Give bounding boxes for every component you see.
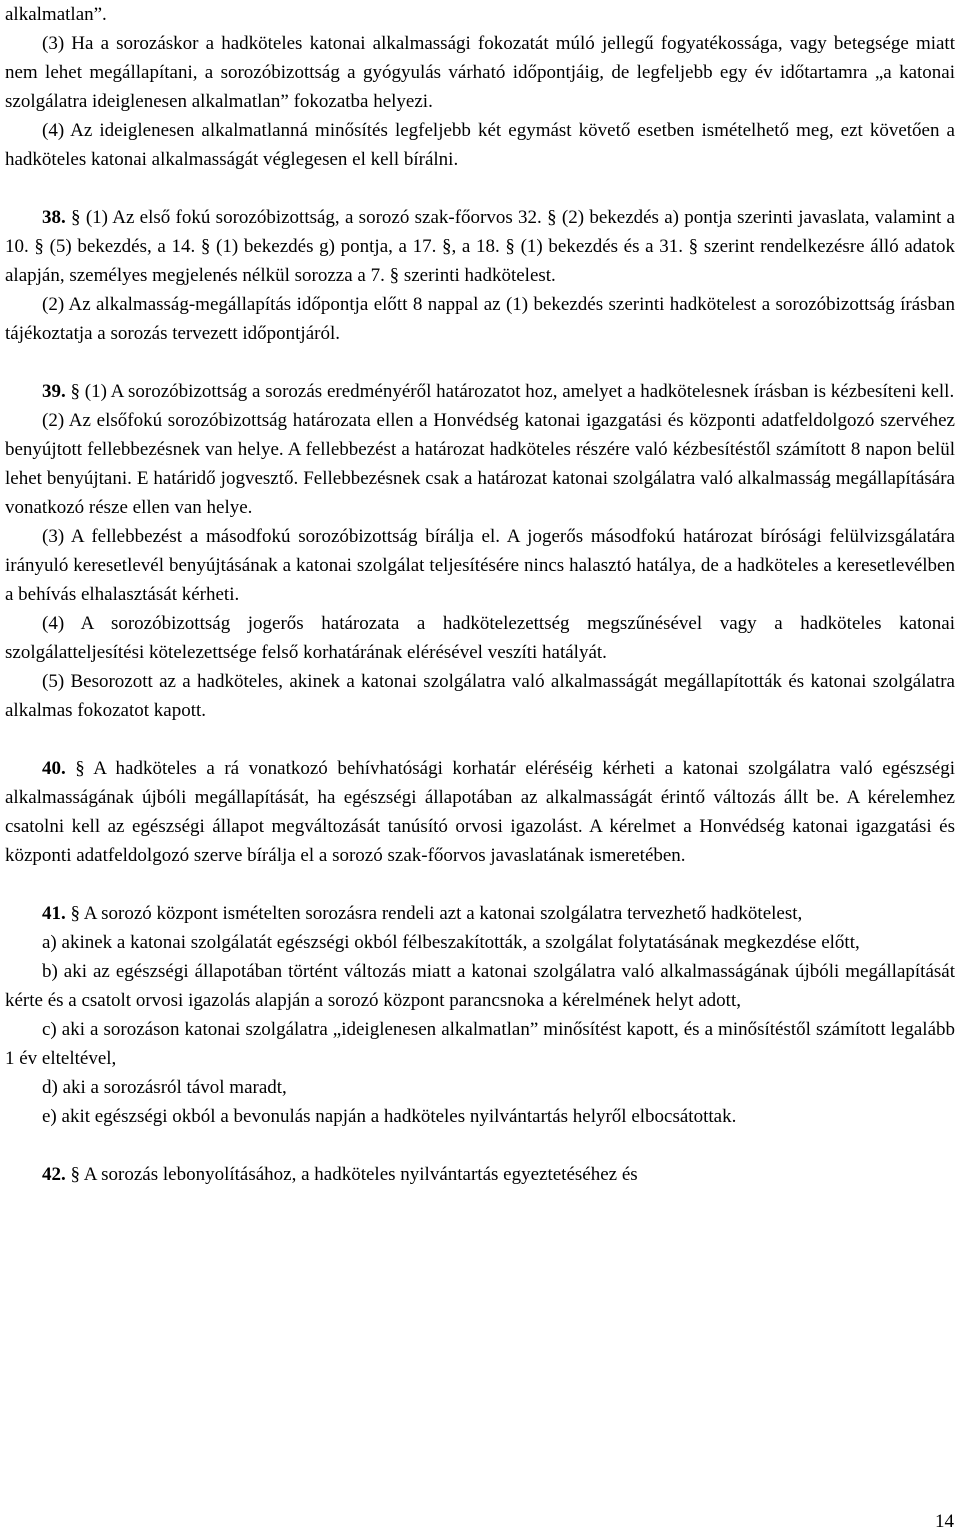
section-40: 40. § A hadköteles a rá vonatkozó behívhatósági korhatár eléréséig kérheti a katonai szolgálatra való egészségi alkalmasságának újbóli megállapítását, ha egészségi állapotában az alkalmasságát érintő változás állt be. A kérelemhez csatolni kell az egészségi állapot megváltozását tanúsító orvosi igazolást. A kérelmet a Honvédség katonai igazgatási és központi adatfeldolgozó szerve bírálja el a sorozó szak-főorvos javaslatának ismeretében. — [5, 758, 955, 866]
section-41-point-e: e) akit egészségi okból a bevonulás napján a hadköteles nyilvántartás helyről elbocsátottak. — [42, 1106, 737, 1127]
section-number: 42. — [42, 1164, 66, 1185]
section-38-2: (2) Az alkalmasság-megállapítás időpontja előtt 8 nappal az (1) bekezdés szerinti hadkötelest a sorozóbizottság írásban tájékoztatja a sorozás tervezett időpontjáról. — [5, 294, 955, 344]
section-38-1: 38. § (1) Az első fokú sorozóbizottság, a sorozó szak-főorvos 32. § (2) bekezdés a) pontja szerinti javaslata, valamint a 10. § (5) bekezdés, a 14. § (1) bekezdés g) pontja, a 17. §, a 18. § (1) bekezdés és a 31. § szerint rendelkezésre álló adatok alapján, személyes megjelenés nélkül sorozza a 7. § szerinti hadkötelest. — [5, 207, 955, 286]
section-41-point-c: c) aki a sorozáson katonai szolgálatra „ideiglenesen alkalmatlan” minősítést kapott, és a minősítéstől számított legalább 1 év elteltével, — [5, 1019, 955, 1069]
section-39-3: (3) A fellebbezést a másodfokú sorozóbizottság bírálja el. A jogerős másodfokú határozat bírósági felülvizsgálatára irányuló keresetlevél benyújtásának a katonai szolgálat teljesítésére nincs halasztó hatálya, de a hadköteles a keresetlevélben a behívás elhalasztását kérheti. — [5, 526, 955, 605]
section-39-4: (4) A sorozóbizottság jogerős határozata a hadkötelezettség megszűnésével vagy a hadköteles katonai szolgálatteljesítési kötelezettsége felső korhatárának elérésével veszíti hatályát. — [5, 613, 955, 663]
section-39-5: (5) Besorozott az a hadköteles, akinek a katonai szolgálatra való alkalmasságát megállapították és katonai szolgálatra alkalmas fokozatot kapott. — [5, 671, 955, 721]
section-41: 41. § A sorozó központ ismételten sorozásra rendeli azt a katonai szolgálatra tervezhető hadkötelest, — [42, 903, 803, 924]
paragraph-37-3: (3) Ha a sorozáskor a hadköteles katonai alkalmassági fokozatát múló jellegű fogyatékossága, vagy betegsége miatt nem lehet megállapítani, a sorozóbizottság a gyógyulás várható időpontjáig, de legfeljebb egy év időtartamra „a katonai szolgálatra ideiglenesen alkalmatlan” fokozatba helyezi. — [5, 33, 955, 112]
section-41-point-a: a) akinek a katonai szolgálatát egészségi okból félbeszakították, a szolgálat folytatásának megkezdése előtt, — [42, 932, 860, 953]
section-number: 39. — [42, 381, 66, 402]
section-39-1: 39. § (1) A sorozóbizottság a sorozás eredményéről határozatot hoz, amelyet a hadkötelesnek írásban is kézbesíteni kell. — [42, 381, 955, 402]
section-39-2: (2) Az elsőfokú sorozóbizottság határozata ellen a Honvédség katonai igazgatási és központi adatfeldolgozó szervéhez benyújtott fellebbezésnek van helye. A fellebbezést a határozat hadköteles részére való kézbesítéstől számított 8 napon belül lehet benyújtani. E határidő jogvesztő. Fellebbezésnek csak a határozat katonai szolgálatra való alkalmasság megállapítására vonatkozó része ellen van helye. — [5, 410, 955, 518]
page-number: 14 — [935, 1511, 954, 1532]
document-page — [5, 0, 955, 1189]
section-number: 41. — [42, 903, 66, 924]
section-41-point-d: d) aki a sorozásról távol maradt, — [42, 1077, 287, 1098]
paragraph-37-4: (4) Az ideiglenesen alkalmatlanná minősítés legfeljebb két egymást követő esetben ismételhető meg, ezt követően a hadköteles katonai alkalmasságát véglegesen el kell bírálni. — [5, 120, 955, 170]
lead-fragment: alkalmatlan”. — [5, 4, 107, 25]
section-41-point-b: b) aki az egészségi állapotában történt változás miatt a katonai szolgálatra való alkalmasságának újbóli megállapítását kérte és a csatolt orvosi igazolás alapján a sorozó központ parancsnoka a kérelmének helyt adott, — [5, 961, 955, 1011]
section-number: 38. — [42, 207, 66, 228]
section-42: 42. § A sorozás lebonyolításához, a hadköteles nyilvántartás egyeztetéséhez és — [42, 1164, 638, 1185]
section-number: 40. — [42, 758, 66, 779]
